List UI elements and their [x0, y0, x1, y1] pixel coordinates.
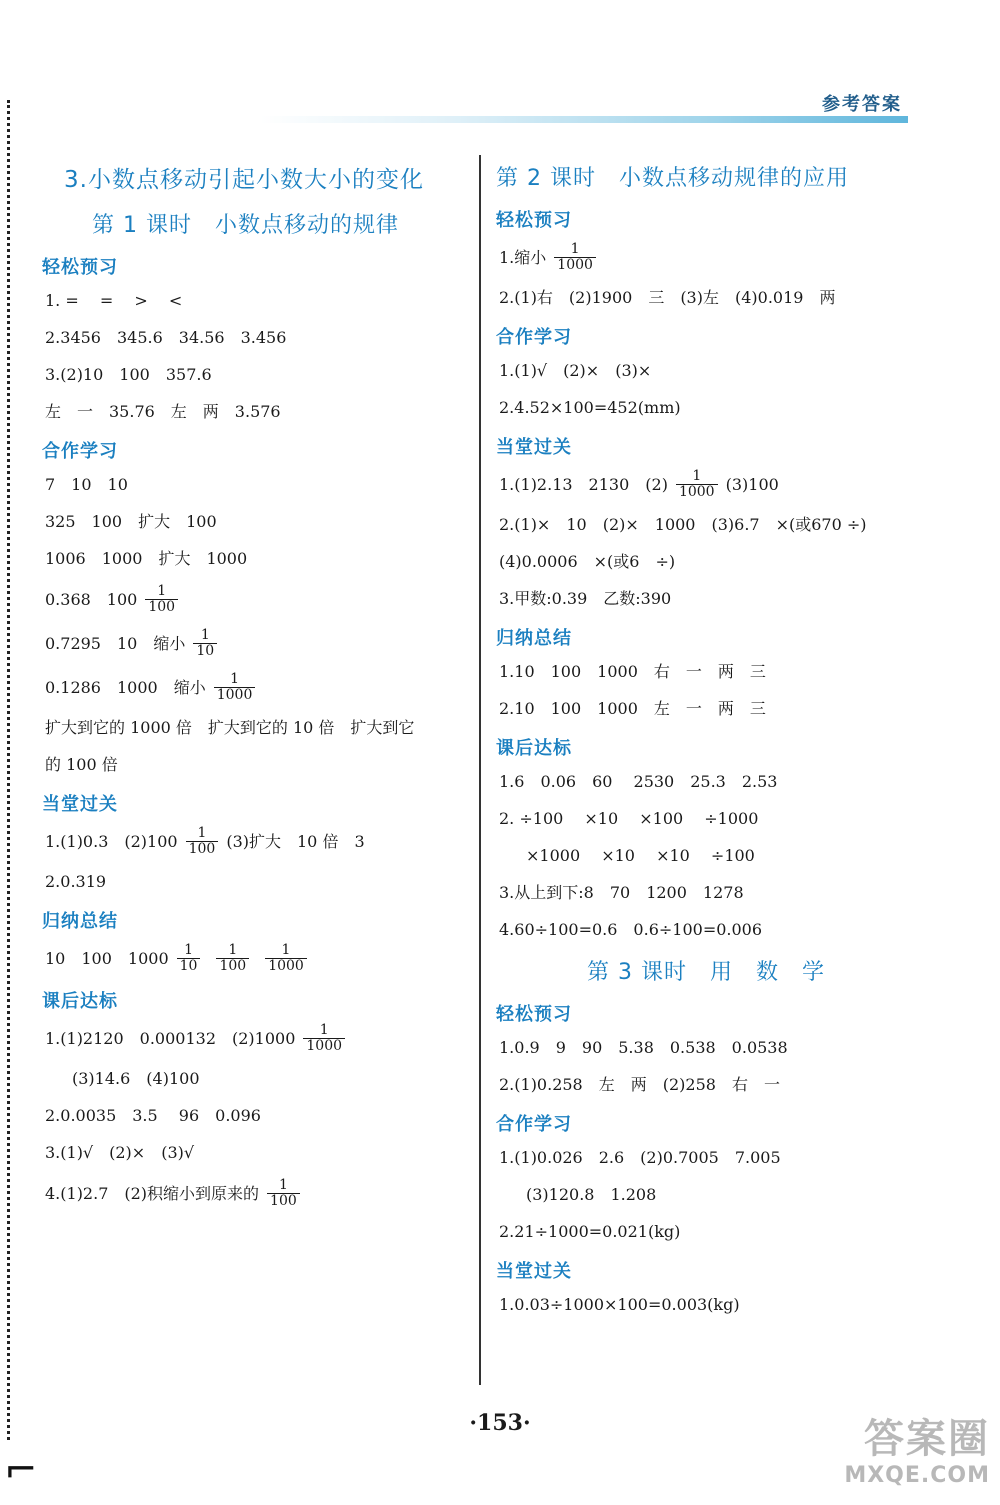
answer-line: [45, 289, 467, 313]
answer-text: (4)0.0006 ×(或6 ÷): [499, 552, 676, 571]
answer-text: 1.(1)2.13 2130 (2): [499, 474, 668, 494]
fraction: [214, 672, 256, 703]
answer-line: [45, 473, 467, 497]
answer-line: [526, 1183, 916, 1207]
answer-text: 2.21÷1000=0.021(kg): [499, 1222, 681, 1241]
answer-line: [499, 770, 916, 794]
fraction-numerator: 1: [570, 241, 580, 257]
answer-line: [499, 242, 916, 273]
fraction-denominator: 1000: [676, 484, 718, 500]
answer-line: [499, 881, 916, 905]
answer-text: (3)100: [725, 474, 779, 494]
answer-line: [499, 550, 916, 574]
fraction: [265, 943, 307, 974]
answer-line: [45, 628, 467, 659]
page-number: ·153·: [469, 1410, 531, 1436]
answer-text: 7 10 10: [45, 475, 128, 494]
fraction-numerator: 1: [197, 825, 207, 841]
lesson-title: 第 3 课时 用 数 学: [587, 960, 825, 985]
fraction-numerator: 1: [200, 627, 210, 643]
answer-text: 的 100 倍: [45, 755, 118, 774]
subsection-heading: 课后达标: [496, 738, 572, 759]
answer-line: [45, 943, 467, 974]
answer-line: [499, 1036, 916, 1060]
answer-line: [499, 697, 916, 721]
answer-text: 3.甲数:0.39 乙数:390: [499, 589, 672, 608]
fraction-denominator: 100: [145, 599, 178, 615]
answer-line: [499, 1146, 916, 1170]
lesson-title: 第 1 课时 小数点移动的规律: [92, 213, 399, 238]
answer-line: [45, 870, 467, 894]
answer-text: 1.(1)√ (2)× (3)×: [499, 361, 652, 380]
answer-line: [45, 510, 467, 534]
answer-text: 1.10 100 1000 右 一 两 三: [499, 662, 766, 681]
fraction-denominator: 100: [186, 841, 219, 857]
fraction: [216, 943, 249, 974]
lesson-title: 第 2 课时 小数点移动规律的应用: [496, 166, 849, 191]
watermark-en: MXQE.COM: [844, 1463, 990, 1488]
answer-line: [45, 584, 467, 615]
answer-line: [499, 513, 916, 537]
answer-text: 0.1286 1000 缩小: [45, 677, 206, 697]
answer-line: [499, 396, 916, 420]
watermark: [840, 1415, 990, 1495]
subsection-heading: 轻松预习: [42, 257, 118, 278]
fraction-numerator: 1: [228, 942, 238, 958]
answer-line: [499, 807, 916, 831]
answer-text: 10 100 1000: [45, 948, 169, 968]
answer-line: [45, 547, 467, 571]
answer-line: [499, 1293, 916, 1317]
answer-line: [499, 1220, 916, 1244]
answer-line: [499, 1073, 916, 1097]
right-column: [496, 155, 916, 1330]
fraction-numerator: 1: [319, 1022, 329, 1038]
answer-line: [499, 286, 916, 310]
answer-text: 2.4.52×100=452(mm): [499, 398, 681, 417]
answer-text: 左 一 35.76 左 两 3.576: [45, 402, 281, 421]
answer-text: ×1000 ×10 ×10 ÷100: [526, 846, 755, 865]
left-column: [42, 155, 467, 1222]
answer-line: [45, 1141, 467, 1165]
answer-line: [45, 1178, 467, 1209]
answer-line: [499, 918, 916, 942]
watermark-cn: 答案圈: [864, 1416, 990, 1462]
fraction-denominator: 1000: [303, 1038, 345, 1054]
fraction-denominator: 1000: [214, 687, 256, 703]
answer-text: 1.0.03÷1000×100=0.003(kg): [499, 1295, 740, 1314]
answer-text: 2.0.319: [45, 872, 107, 891]
answer-line: [45, 363, 467, 387]
subsection-heading: 合作学习: [496, 1114, 572, 1135]
subsection-heading: 当堂过关: [496, 1261, 572, 1282]
fraction: [177, 943, 201, 974]
answer-line: [45, 716, 467, 740]
answer-text: 0.7295 10 缩小: [45, 633, 186, 653]
answer-text: (3)14.6 (4)100: [72, 1069, 200, 1088]
fraction: [554, 242, 596, 273]
answer-text: 1.6 0.06 60 2530 25.3 2.53: [499, 772, 778, 791]
answer-text: 4.(1)2.7 (2)积缩小到原来的: [45, 1183, 260, 1203]
answer-text: 2.0.0035 3.5 96 0.096: [45, 1106, 261, 1125]
answer-text: 4.60÷100=0.6 0.6÷100=0.006: [499, 920, 763, 939]
subsection-heading: 轻松预习: [496, 210, 572, 231]
subsection-heading: 合作学习: [496, 327, 572, 348]
fraction-denominator: 1000: [554, 257, 596, 273]
answer-line: [45, 672, 467, 703]
answer-text: 2. ÷100 ×10 ×100 ÷1000: [499, 809, 759, 828]
fraction-denominator: 100: [267, 1193, 300, 1209]
answer-text: 2.(1)× 10 (2)× 1000 (3)6.7 ×(或670 ÷): [499, 515, 867, 534]
answer-line: [499, 359, 916, 383]
fraction-numerator: 1: [184, 942, 193, 958]
subsection-heading: 课后达标: [42, 991, 118, 1012]
column-divider: [479, 155, 481, 1385]
answer-text: 1.(1)0.026 2.6 (2)0.7005 7.005: [499, 1148, 781, 1167]
answer-text: 1.(1)2120 0.000132 (2)1000: [45, 1028, 296, 1048]
answer-text: 0.368 100: [45, 589, 138, 609]
fraction: [303, 1023, 345, 1054]
fraction-denominator: 10: [193, 643, 217, 659]
answer-text: 325 100 扩大 100: [45, 512, 217, 531]
subsection-heading: 当堂过关: [496, 437, 572, 458]
subsection-heading: 合作学习: [42, 441, 118, 462]
answer-line: [45, 326, 467, 350]
answer-text: 2.(1)0.258 左 两 (2)258 右 一: [499, 1075, 780, 1094]
answer-text: 1.缩小: [499, 247, 547, 267]
answer-line: [499, 587, 916, 611]
answer-text: 1.(1)0.3 (2)100: [45, 831, 178, 851]
answer-text: 3.(1)√ (2)× (3)√: [45, 1143, 195, 1162]
answer-text: 2.3456 345.6 34.56 3.456: [45, 328, 287, 347]
subsection-heading: 归纳总结: [42, 911, 118, 932]
fraction: [193, 628, 217, 659]
answer-line: [45, 1023, 467, 1054]
binding-dotted-line: [7, 100, 10, 1440]
fraction-numerator: 1: [230, 671, 239, 687]
answer-text: (3)扩大 10 倍 3: [226, 831, 365, 851]
answer-text: 3.从上到下:8 70 1200 1278: [499, 883, 744, 902]
fraction-numerator: 1: [281, 942, 291, 958]
fraction-denominator: 1000: [265, 958, 307, 974]
answer-text: 1.0.9 9 90 5.38 0.538 0.0538: [499, 1038, 788, 1057]
fraction-numerator: 1: [278, 1177, 288, 1193]
fraction-numerator: 1: [692, 468, 702, 484]
subsection-heading: 归纳总结: [496, 628, 572, 649]
header-title: 参考答案: [822, 94, 902, 115]
answer-line: [72, 1067, 467, 1091]
answer-line: [45, 826, 467, 857]
answer-text: 2.10 100 1000 左 一 两 三: [499, 699, 766, 718]
answer-line: [526, 844, 916, 868]
fraction: [186, 826, 219, 857]
answer-text: 1. = = > <: [45, 291, 183, 310]
answer-text: 1006 1000 扩大 1000: [45, 549, 248, 568]
answer-line: [499, 660, 916, 684]
answer-text: 2.(1)右 (2)1900 三 (3)左 (4)0.019 两: [499, 288, 836, 307]
subsection-heading: 轻松预习: [496, 1004, 572, 1025]
answer-line: [499, 469, 916, 500]
answer-line: [45, 753, 467, 777]
section-title: 3.小数点移动引起小数大小的变化: [64, 167, 424, 193]
answer-text: (3)120.8 1.208: [526, 1185, 657, 1204]
subsection-heading: 当堂过关: [42, 794, 118, 815]
fraction: [145, 584, 178, 615]
fraction-denominator: 100: [216, 958, 249, 974]
fraction-numerator: 1: [157, 583, 167, 599]
fraction: [267, 1178, 300, 1209]
fraction: [676, 469, 718, 500]
corner-mark: ⌐: [4, 1447, 38, 1493]
header-bar: [260, 116, 908, 123]
fraction-denominator: 10: [177, 958, 201, 974]
answer-text: 3.(2)10 100 357.6: [45, 365, 212, 384]
answer-line: [45, 1104, 467, 1128]
answer-text: 扩大到它的 1000 倍 扩大到它的 10 倍 扩大到它: [45, 718, 415, 737]
answer-line: [45, 400, 467, 424]
